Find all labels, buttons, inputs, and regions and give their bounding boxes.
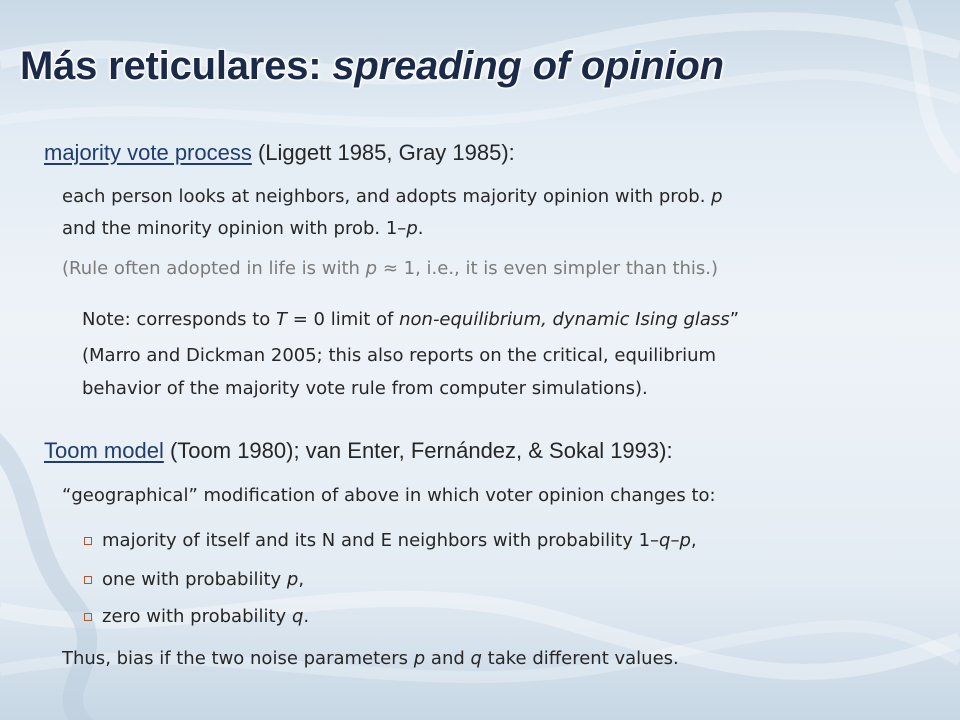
- toom-model-desc: “geographical” modification of above in which voter opinion changes to:: [62, 485, 716, 506]
- text-span: ,: [690, 530, 697, 551]
- var-p: p: [679, 530, 691, 551]
- text-span: each person looks at neighbors, and adopts majority opinion with prob.: [62, 186, 712, 207]
- title-italic-text: spreading of opinion: [332, 44, 724, 88]
- var-p: p: [365, 258, 378, 279]
- majority-vote-citation: (Liggett 1985, Gray 1985):: [251, 140, 515, 165]
- majority-vote-process-link[interactable]: majority vote process: [44, 140, 252, 165]
- majority-vote-desc-line1: [62, 186, 723, 207]
- text-span: Note: corresponds to: [82, 309, 277, 330]
- bullet-icon: [84, 576, 92, 584]
- majority-vote-desc-line2: [62, 218, 423, 239]
- text-span: take different values.: [481, 648, 679, 669]
- var-q: q: [291, 606, 304, 627]
- text-span: ”: [729, 309, 740, 330]
- text-span: .: [417, 218, 424, 239]
- var-q: q: [470, 648, 482, 669]
- text-span: majority of itself and its N and E neighbors with probability 1–: [102, 530, 660, 551]
- var-T: T: [276, 309, 288, 330]
- slide-title: [20, 44, 724, 89]
- text-span: Thus, bias if the two noise parameters: [62, 648, 414, 669]
- toom-model-heading: [44, 438, 673, 464]
- text-span: and the minority opinion with prob. 1–: [62, 218, 407, 239]
- var-p: p: [413, 648, 426, 669]
- toom-model-link[interactable]: Toom model: [44, 438, 164, 463]
- bullet-item-zero: [84, 606, 309, 627]
- var-p: p: [406, 218, 418, 239]
- text-span: ,: [298, 569, 305, 590]
- text-span: ≈ 1, i.e., it is even simpler than this.): [377, 258, 719, 279]
- toom-model-citation: (Toom 1980); van Enter, Fernández, & Sokal 1993):: [163, 438, 673, 463]
- ising-note-line3: behavior of the majority vote rule from computer simulations).: [82, 378, 648, 399]
- var-p: p: [286, 569, 299, 590]
- ising-note-line2: (Marro and Dickman 2005; this also reports on the critical, equilibrium: [82, 345, 717, 366]
- text-span: one with probability: [102, 569, 287, 590]
- text-span: and: [425, 648, 471, 669]
- text-span: zero with probability: [102, 606, 292, 627]
- majority-vote-heading: [44, 140, 515, 166]
- ising-note-line1: [82, 309, 739, 330]
- title-main-text: Más reticulares:: [20, 44, 333, 88]
- text-span: –: [670, 530, 680, 551]
- text-span: .: [303, 606, 310, 627]
- text-span: = 0 limit of: [287, 309, 400, 330]
- conclusion-line: [62, 648, 679, 669]
- var-p: p: [711, 186, 723, 207]
- rule-note: [62, 258, 718, 279]
- italic-term: non-equilibrium, dynamic Ising glass: [399, 309, 730, 330]
- text-span: (Rule often adopted in life is with: [62, 258, 366, 279]
- bullet-icon: [84, 537, 92, 545]
- bullet-item-one: [84, 569, 304, 590]
- var-q: q: [659, 530, 671, 551]
- bullet-item-majority: [84, 530, 697, 551]
- bullet-icon: [84, 613, 92, 621]
